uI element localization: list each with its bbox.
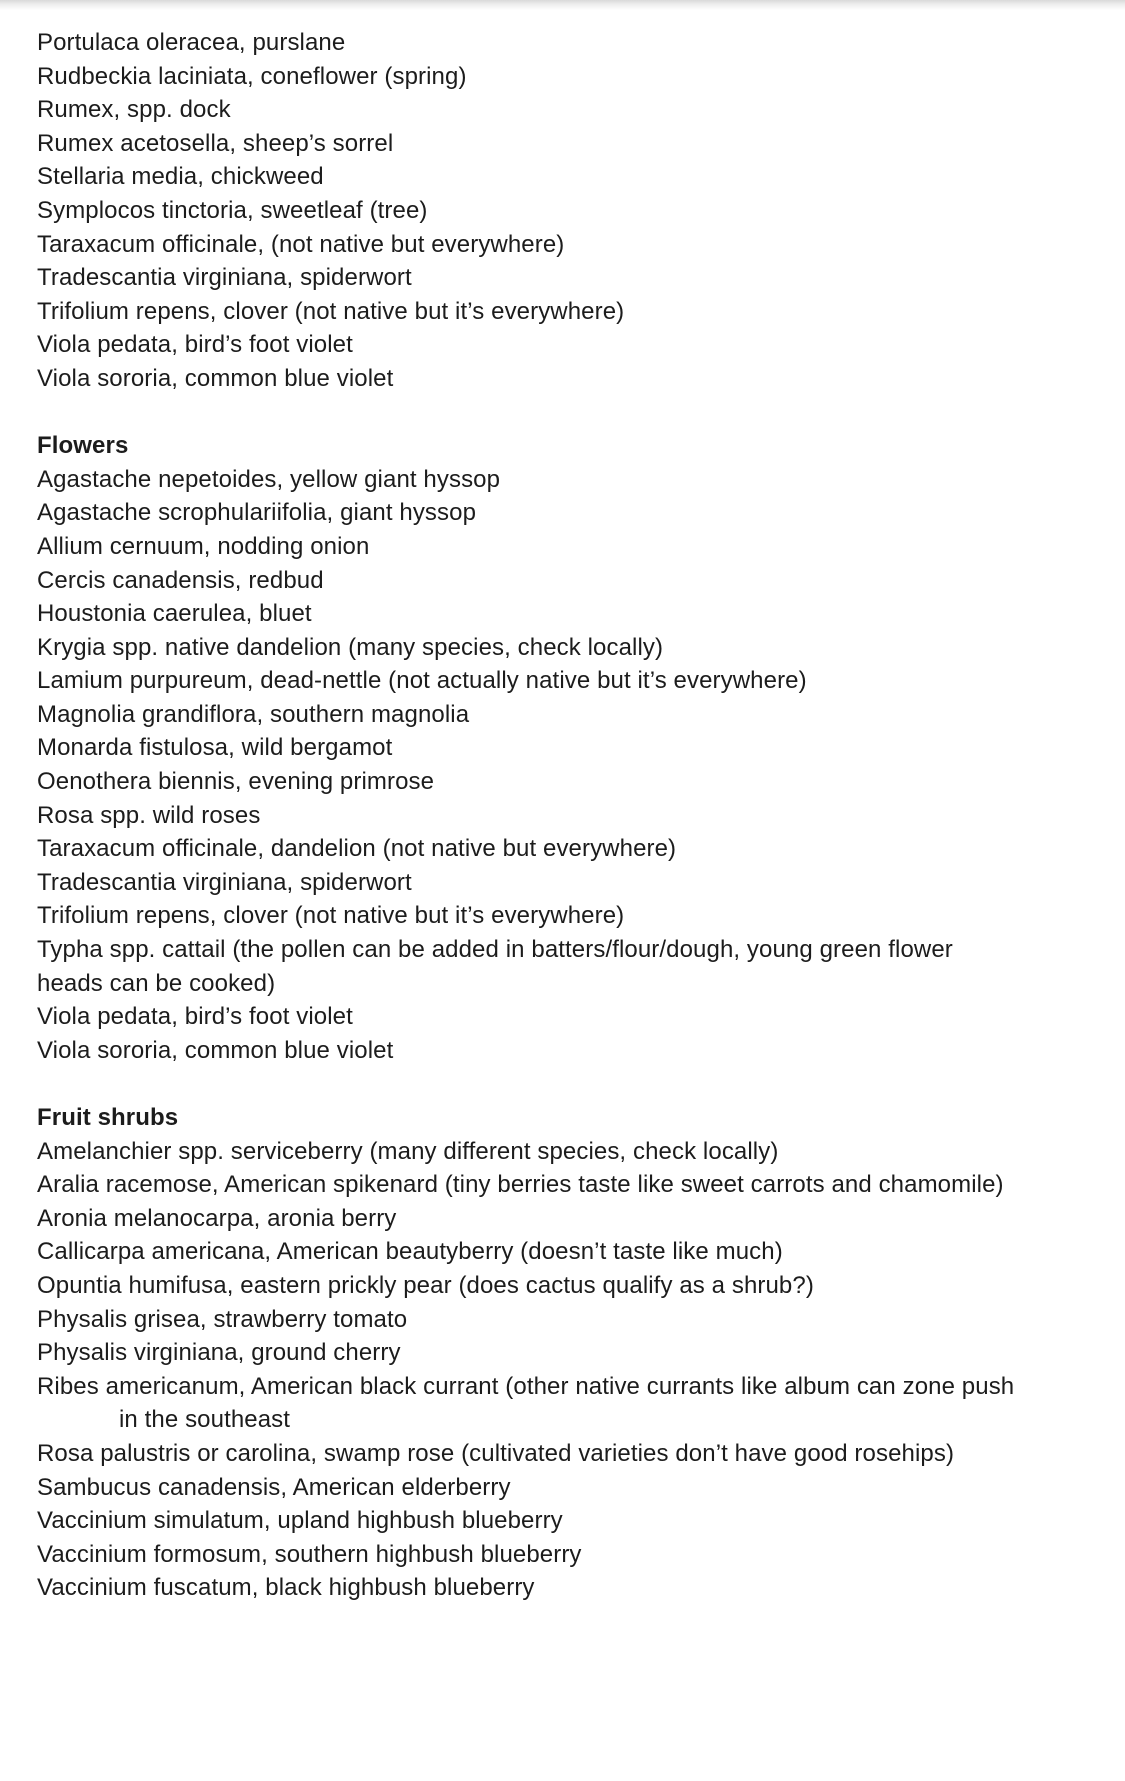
list-item: Krygia spp. native dandelion (many species, check locally) [37,633,664,661]
list-item: Vaccinium formosum, southern highbush blueberry [37,1540,582,1568]
section-heading: Fruit shrubs [37,1104,179,1131]
list-item: Physalis grisea, strawberry tomato [37,1305,408,1333]
list-item: Viola pedata, bird’s foot violet [37,331,353,359]
list-item-continuation: in the southeast [119,1406,291,1434]
list-item: Aralia racemose, American spikenard (tiny berries taste like sweet carrots and chamomile) [37,1171,1004,1199]
list-item: Rosa palustris or carolina, swamp rose (cultivated varieties don’t have good rosehips) [37,1439,955,1467]
list-item: Tradescantia virginiana, spiderwort [37,264,412,292]
list-item: Lamium purpureum, dead-nettle (not actually native but it’s everywhere) [37,667,807,695]
list-item: Typha spp. cattail (the pollen can be added in batters/flour/dough, young green flower [37,936,953,964]
list-item: Cercis canadensis, redbud [37,566,324,594]
list-item: Symplocos tinctoria, sweetleaf (tree) [37,196,428,224]
section-spacer [37,1067,1115,1101]
list-item: Rumex acetosella, sheep’s sorrel [37,129,394,157]
list-item: Opuntia humifusa, eastern prickly pear (does cactus qualify as a shrub?) [37,1271,814,1299]
list-item: Taraxacum officinale, dandelion (not native but everywhere) [37,835,677,863]
list-item: Ribes americanum, American black currant (other native currants like album can zone push [37,1372,1015,1400]
list-item: Monarda fistulosa, wild bergamot [37,734,393,762]
list-item: Viola sororia, common blue violet [37,364,394,392]
list-item: Viola sororia, common blue violet [37,1036,394,1064]
list-item: Rudbeckia laciniata, coneflower (spring) [37,62,467,90]
list-item: Agastache scrophulariifolia, giant hyssop [37,499,477,527]
list-item: Portulaca oleracea, purslane [37,29,346,56]
list-item: Sambucus canadensis, American elderberry [37,1473,511,1501]
list-item: Stellaria media, chickweed [37,163,324,191]
list-item: Rosa spp. wild roses [37,801,261,829]
list-item: Vaccinium fuscatum, black highbush blueberry [37,1574,535,1602]
list-item: Callicarpa americana, American beautyberry (doesn’t taste like much) [37,1238,783,1266]
list-item-continuation: heads can be cooked) [37,969,276,997]
plant-list [37,26,1115,1605]
list-item: Amelanchier spp. serviceberry (many different species, check locally) [37,1137,779,1165]
list-item: Rumex, spp. dock [37,96,231,124]
scan-edge-shadow [0,0,1125,10]
list-item: Vaccinium simulatum, upland highbush blueberry [37,1507,563,1535]
section-spacer [37,396,1115,430]
list-item: Houstonia caerulea, bluet [37,600,312,628]
list-item: Allium cernuum, nodding onion [37,532,370,560]
list-item: Oenothera biennis, evening primrose [37,768,435,796]
list-item: Aronia melanocarpa, aronia berry [37,1204,397,1232]
list-item: Tradescantia virginiana, spiderwort [37,868,412,896]
list-item: Viola pedata, bird’s foot violet [37,1003,353,1031]
list-item: Physalis virginiana, ground cherry [37,1339,401,1367]
list-item: Trifolium repens, clover (not native but it’s everywhere) [37,297,625,325]
list-item: Trifolium repens, clover (not native but it’s everywhere) [37,902,625,930]
list-item: Magnolia grandiflora, southern magnolia [37,700,470,728]
section-heading: Flowers [37,432,129,460]
list-item: Taraxacum officinale, (not native but everywhere) [37,230,565,258]
list-item: Agastache nepetoides, yellow giant hyssop [37,465,501,493]
